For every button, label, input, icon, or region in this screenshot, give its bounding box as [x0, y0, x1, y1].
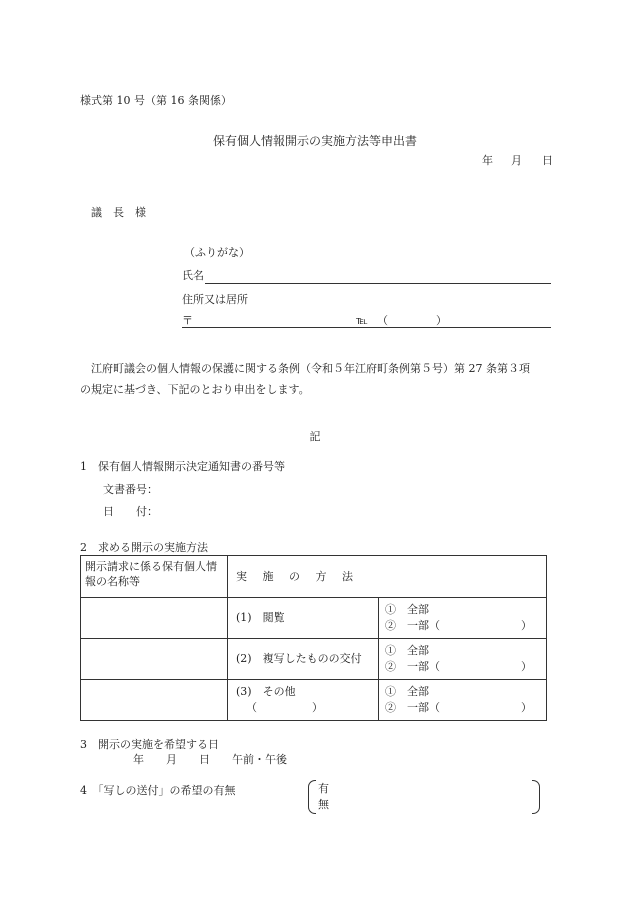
table-row [81, 598, 547, 639]
choice-partial-paren: ） [521, 660, 532, 673]
info-name-cell[interactable] [81, 680, 228, 721]
choice-all[interactable] [385, 684, 546, 700]
tel-label: ℡ [356, 314, 368, 327]
choice-partial-label: ② 一部（ [385, 619, 440, 632]
body-line-2: の規定に基づき、下記のとおり申出をします。 [80, 383, 310, 396]
header-method [228, 556, 547, 598]
choice-partial-label: ② 一部（ [385, 660, 440, 673]
table-row [81, 680, 547, 721]
section1-heading: 1 保有個人情報開示決定通知書の番号等 [80, 460, 285, 473]
name-field-line[interactable] [205, 283, 551, 284]
section2-heading: 2 求める開示の実施方法 [80, 541, 208, 554]
address-label: 住所又は居所 [182, 293, 248, 306]
date-year: 年 [482, 154, 493, 167]
method-cell [228, 680, 379, 721]
choice-all-label: ① 全部 [385, 603, 429, 617]
info-name-cell[interactable] [81, 598, 228, 639]
tel-paren-close: ） [436, 314, 447, 327]
addressee: 議 長 様 [91, 206, 146, 219]
choice-cell[interactable] [379, 680, 547, 721]
method-label: (1) 閲覧 [236, 611, 285, 625]
address-field-line[interactable] [182, 327, 551, 328]
body-line-1: 江府町議会の個人情報の保護に関する条例（令和５年江府町条例第５号）第 27 条第３項 [91, 362, 530, 375]
form-number: 様式第 10 号（第 16 条関係） [80, 94, 232, 107]
method-cell [228, 598, 379, 639]
header-method-text: 実 施 の 方 法 [236, 569, 359, 583]
doc-number-label: 文書番号： [103, 483, 158, 496]
document-title: 保有個人情報開示の実施方法等申出書 [212, 134, 417, 148]
notice-date-label: 日 付： [103, 505, 158, 518]
choice-all[interactable] [385, 643, 546, 659]
header-info-name-text: 開示請求に係る保有個人情報の名称等 [85, 560, 217, 588]
bracket-left [308, 780, 316, 814]
postal-mark: 〒 [182, 314, 193, 327]
method-label: (3) その他 [236, 685, 296, 699]
section4-heading: 4 「写しの送付」の希望の有無 [80, 784, 236, 797]
bracket-right [532, 780, 540, 814]
date-month: 月 [511, 154, 522, 167]
option-yes[interactable]: 有 [318, 782, 329, 795]
choice-partial[interactable] [385, 618, 546, 634]
choice-partial-label: ② 一部（ [385, 701, 440, 714]
date-day: 日 [542, 154, 553, 167]
choice-partial-paren: ） [521, 701, 532, 714]
furigana-label: （ふりがな） [184, 246, 250, 259]
disclosure-method-table [80, 555, 547, 721]
method-other-detail[interactable]: （ ） [246, 701, 323, 714]
choice-cell[interactable] [379, 639, 547, 680]
header-info-name [81, 556, 228, 598]
info-name-cell[interactable] [81, 639, 228, 680]
choice-all-label: ① 全部 [385, 685, 429, 699]
section3-heading: 3 開示の実施を希望する日 [80, 738, 219, 751]
method-cell [228, 639, 379, 680]
choice-partial[interactable] [385, 659, 546, 675]
choice-cell[interactable] [379, 598, 547, 639]
choice-all-label: ① 全部 [385, 644, 429, 658]
tel-paren-open: （ [377, 314, 388, 327]
choice-all[interactable] [385, 602, 546, 618]
choice-partial[interactable] [385, 700, 546, 716]
name-label: 氏名 [182, 269, 204, 282]
method-label: (2) 複写したものの交付 [236, 652, 362, 666]
option-no[interactable]: 無 [318, 798, 329, 811]
choice-partial-paren: ） [521, 619, 532, 632]
table-row [81, 639, 547, 680]
table-header-row [81, 556, 547, 598]
preferred-date-text[interactable]: 年 月 日 午前・午後 [133, 753, 287, 766]
ki-heading: 記 [309, 430, 321, 443]
